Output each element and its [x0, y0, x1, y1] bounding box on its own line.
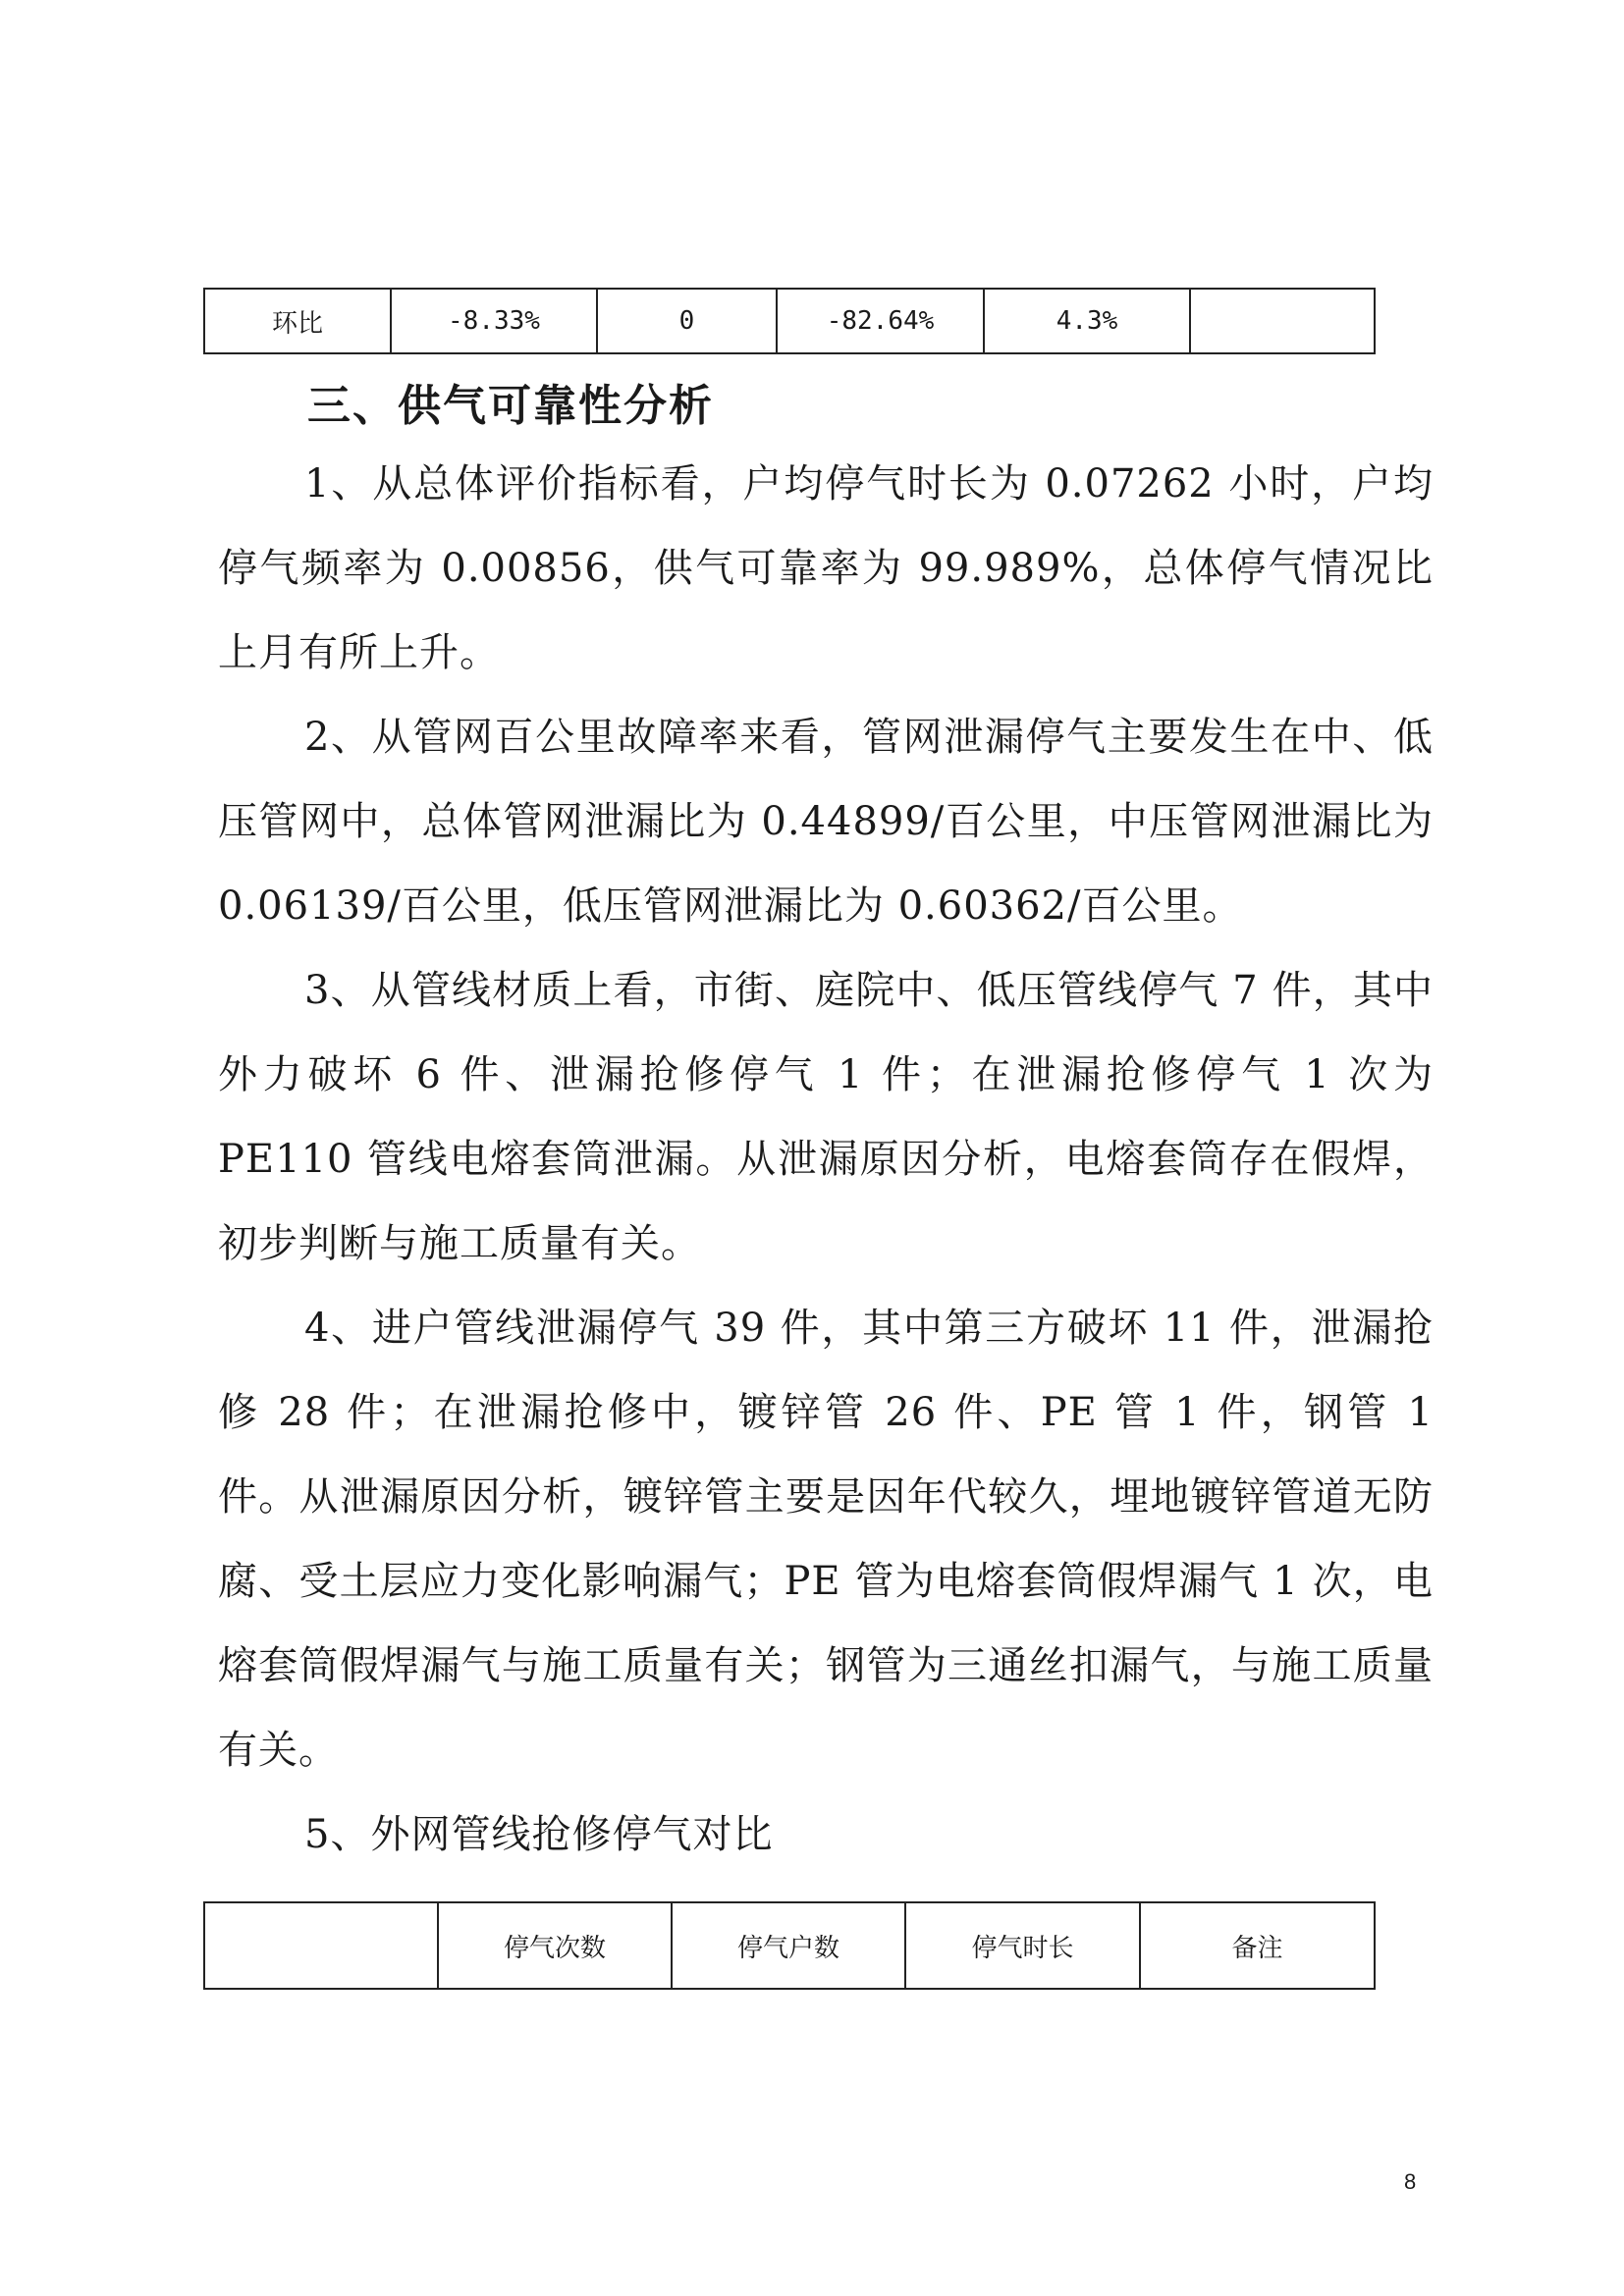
paragraph-1: 1、从总体评价指标看，户均停气时长为 0.07262 小时，户均停气频率为 0.00856，供气可靠率为 99.989%，总体停气情况比上月有所上升。 — [218, 461, 1434, 675]
paragraph-3: 3、从管线材质上看，市街、庭院中、低压管线停气 7 件，其中外力破坏 6 件、泄漏抢修停气 1 件；在泄漏抢修停气 1 次为 PE110 管线电熔套筒泄漏。从泄漏原因分析，电熔套筒存在假焊，初步判断与施工质量有关。 — [218, 968, 1447, 1266]
body-text — [218, 442, 1447, 1877]
comparison-table-tail — [203, 288, 1376, 354]
table-header-cell — [204, 1902, 438, 1989]
page-number: 8 — [1404, 2169, 1417, 2194]
outage-comparison-table — [203, 1901, 1376, 1990]
paragraph-5: 5、外网管线抢修停气对比 — [304, 1812, 774, 1857]
table-row — [204, 289, 1375, 353]
table-header-cell: 备注 — [1140, 1902, 1375, 1989]
table-cell: 4.3% — [984, 289, 1190, 353]
table-cell: -82.64% — [777, 289, 984, 353]
paragraph-4: 4、进户管线泄漏停气 39 件，其中第三方破坏 11 件，泄漏抢修 28 件；在泄漏抢修中，镀锌管 26 件、PE 管 1 件，钢管 1 件。从泄漏原因分析，镀锌管主要是因年代较久，埋地镀锌管道无防腐、受土层应力变化影响漏气；PE 管为电熔套筒假焊漏气 1 次，电熔套筒假焊漏气与施工质量有关；钢管为三通丝扣漏气，与施工质量有关。 — [218, 1306, 1447, 1773]
table-cell — [1190, 289, 1375, 353]
paragraph-2: 2、从管网百公里故障率来看，管网泄漏停气主要发生在中、低压管网中，总体管网泄漏比为 0.44899/百公里，中压管网泄漏比为 0.06139/百公里，低压管网泄漏比为 0.60362/百公里。 — [218, 715, 1447, 929]
table-cell-label: 环比 — [204, 289, 391, 353]
section-heading: 三、供气可靠性分析 — [307, 381, 714, 431]
table-header-row — [204, 1902, 1375, 1989]
table-header-cell: 停气时长 — [905, 1902, 1140, 1989]
table-cell: 0 — [597, 289, 777, 353]
table-cell: -8.33% — [391, 289, 597, 353]
table-header-cell: 停气户数 — [672, 1902, 905, 1989]
table-header-cell: 停气次数 — [438, 1902, 672, 1989]
